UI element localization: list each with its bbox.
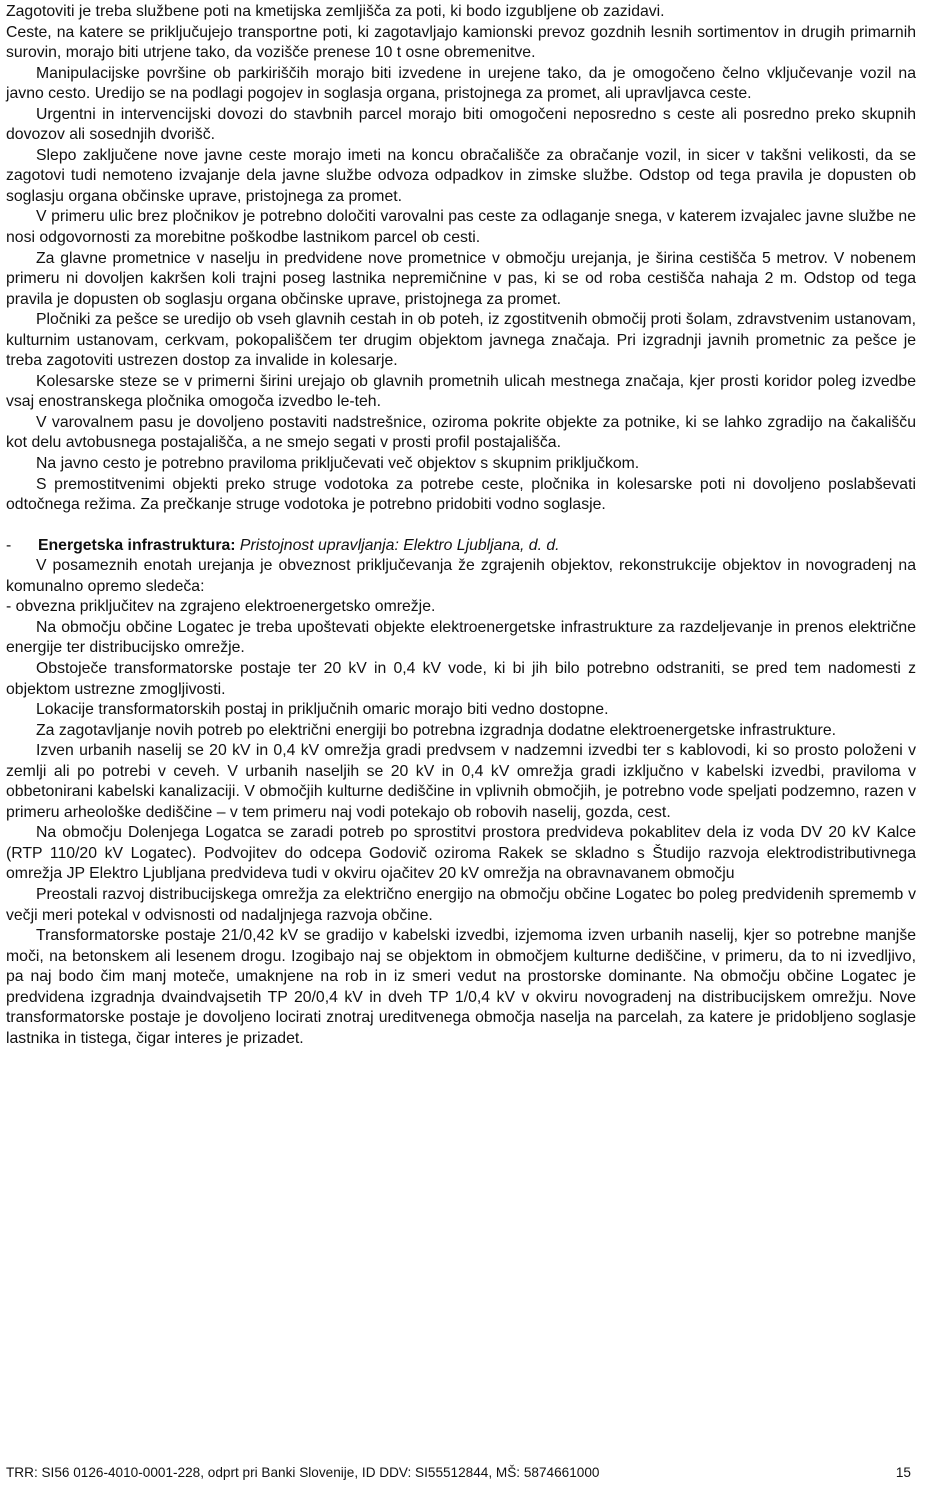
paragraph: Lokacije transformatorskih postaj in priključnih omaric morajo biti vedno dostopne. (36, 701, 609, 719)
footer-bank-info: TRR: SI56 0126-4010-0001-228, odprt pri Banki Slovenije, ID DDV: SI55512844, MŠ: 5874661000 (6, 1465, 600, 1480)
road-infrastructure-section (6, 2, 916, 516)
paragraph: Na javno cesto je potrebno praviloma priključevati več objektov s skupnim priključkom. (36, 455, 640, 473)
heading-title: Energetska infrastruktura: (38, 536, 236, 554)
paragraph: Na območju občine Logatec je treba upoštevati objekte elektroenergetske infrastrukture za razdeljevanje in prenos električne energije ter distribucijsko omrežje. (6, 618, 916, 657)
paragraph: Za glavne prometnice v naselju in predvidene nove prometnice v območju urejanja, je širina cestišča 5 metrov. V nobenem primeru ni dovoljen kakršen koli trajni poseg lastnika nepremičnine v pas, ki se od roba cestišča nahaja 2 m. Odstop od tega pravila je dopusten ob soglasju organa občinske uprave, pristojnega za promet. (6, 249, 916, 308)
paragraph: Preostali razvoj distribucijskega omrežja za električno energijo na območju občine Logatec bo poleg predvidenih sprememb v večji meri potekal v odvisnosti od nadaljnjega razvoja občine. (6, 885, 916, 924)
paragraph: Obstoječe transformatorske postaje ter 20 kV in 0,4 kV vode, ki bi jih bilo potrebno odstraniti, se pred tem nadomesti z objektom ustrezne zmogljivosti. (6, 659, 916, 698)
paragraph: Za zagotavljanje novih potreb po električni energiji bo potrebna izgradnja dodatne elektroenergetske infrastrukture. (36, 721, 836, 739)
paragraph: Izven urbanih naselij se 20 kV in 0,4 kV omrežja gradi predvsem v nadzemni izvedbi ter s kablovodi, ki so prosto položeni v zemlji ali po potrebi v ceveh. V urbanih naseljih se 20 kV in 0,4 kV omrežja gradi izključno v kabelski izvedbi, praviloma v obbetonirani kabelski kanalizaciji. V območjih kulturne dediščine in vplivnih območjih, je potrebno vode speljati podzemno, razen v primeru arheološke dediščine – v tem primeru naj vodi potekajo ob robovih naselij, gozda, cest. (6, 742, 916, 821)
paragraph: Slepo zaključene nove javne ceste morajo imeti na koncu obračališče za obračanje vozil, in sicer v takšni velikosti, da se zagotovi tudi nemoteno izvajanje dela javne službe odvoza odpadkov in zimske službe. Odstop od tega pravila je dopusten ob soglasju organa občinske uprave, pristojnega za promet. (6, 146, 916, 205)
paragraph: V posameznih enotah urejanja je obveznost priključevanja že zgrajenih objektov, rekonstrukcije objektov in novogradenj na komunalno opremo sledeča: (6, 557, 916, 595)
paragraph: V varovalnem pasu je dovoljeno postaviti nadstrešnice, oziroma pokrite objekte za potnike, ki se lahko zgradijo na čakališču kot delu avtobusnega postajališča, a ne smejo segati v prosti profil postajališča. (6, 413, 916, 452)
energy-infrastructure-heading (6, 536, 916, 557)
energy-infrastructure-section (6, 556, 916, 1049)
paragraph: Kolesarske steze se v primerni širini urejajo ob glavnih prometnih ulicah mestnega značaja, kjer prosti koridor poleg izvedbe vsaj enostranskega pločnika omogoča izvedbo le-teh. (6, 372, 916, 411)
document-body (6, 2, 916, 1049)
heading-responsibility: Pristojnost upravljanja: Elektro Ljubljana, d. d. (239, 536, 560, 554)
heading-dash: - (6, 536, 12, 554)
page-number: 15 (895, 1465, 911, 1480)
page-footer (6, 1465, 911, 1480)
paragraph: Urgentni in intervencijski dovozi do stavbnih parcel morajo biti omogočeni neposredno s ceste ali posredno preko skupnih dovozov ali sosednjih dvorišč. (6, 105, 916, 144)
paragraph: S premostitvenimi objekti preko struge vodotoka za potrebe ceste, pločnika in kolesarske poti ni dovoljeno poslabševati odtočnega režima. Za prečkanje struge vodotoka je potrebno pridobiti vodno soglasje. (6, 475, 916, 514)
paragraph: Zagotoviti je treba službene poti na kmetijska zemljišča za poti, ki bodo izgubljene ob zazidavi. (6, 3, 665, 20)
paragraph: Manipulacijske površine ob parkiriščih morajo biti izvedene in urejene tako, da je omogočeno čelno vključevanje vozil na javno cesto. Uredijo se na podlagi pogojev in soglasja organa, pristojnega za promet, ali upravljavca ceste. (6, 64, 916, 103)
paragraph: Transformatorske postaje 21/0,42 kV se gradijo v kabelski izvedbi, izjemoma izven urbanih naselij, kjer so potrebne manjše moči, na betonskem ali lesenem drogu. Izogibajo naj se objektom in območjem kulturne dediščine, v primeru, da to ni izvedljivo, pa naj bodo čim manj moteče, umaknjene na rob in iz smeri vedut na prostorske dominante. Na območju občine Logatec je predvidena izgradnja dvaindvajsetih TP 20/0,4 kV in dveh TP 1/0,4 kV v okviru novogradenj na distribucijskem omrežju. Nove transformatorske postaje je dovoljeno locirati znotraj ureditvenega območja naselja na parcelah, za katere je pridobljeno soglasje lastnika in tistega, čigar interes je prizadet. (6, 927, 916, 1047)
paragraph: Na območju Dolenjega Logatca se zaradi potreb po sprostitvi prostora predvideva pokablitev dela iz voda DV 20 kV Kalce (RTP 110/20 kV Logatec). Podvojitev do odcepa Godovič oziroma Rakek se skladno s Študijo razvoja elektrodistributivnega omrežja JP Elektro Ljubljana predvideva tudi v okviru ojačitev 20 kV omrežja na obravnavanem območju (6, 824, 916, 883)
paragraph: V primeru ulic brez pločnikov je potrebno določiti varovalni pas ceste za odlaganje snega, v katerem izvajalec javne službe ne nosi odgovornosti za morebitne poškodbe lastnikom parcel ob cesti. (6, 208, 916, 247)
paragraph: Pločniki za pešce se uredijo ob vseh glavnih cestah in ob poteh, iz zgostitvenih območij proti šolam, zdravstvenim ustanovam, kulturnim ustanovam, cerkvam, pokopališčem ter drugim objektom javnega značaja. Pri izgradnji javnih prometnic za pešce je treba zagotoviti ustrezen dostop za invalide in kolesarje. (6, 311, 916, 370)
paragraph: Ceste, na katere se priključujejo transportne poti, ki zagotavljajo kamionski prevoz gozdnih lesnih sortimentov in drugih primarnih surovin, morajo biti utrjene tako, da vozišče prenese 10 t osne obremenitve. (6, 23, 916, 62)
paragraph: - obvezna priključitev na zgrajeno elektroenergetsko omrežje. (6, 598, 436, 616)
